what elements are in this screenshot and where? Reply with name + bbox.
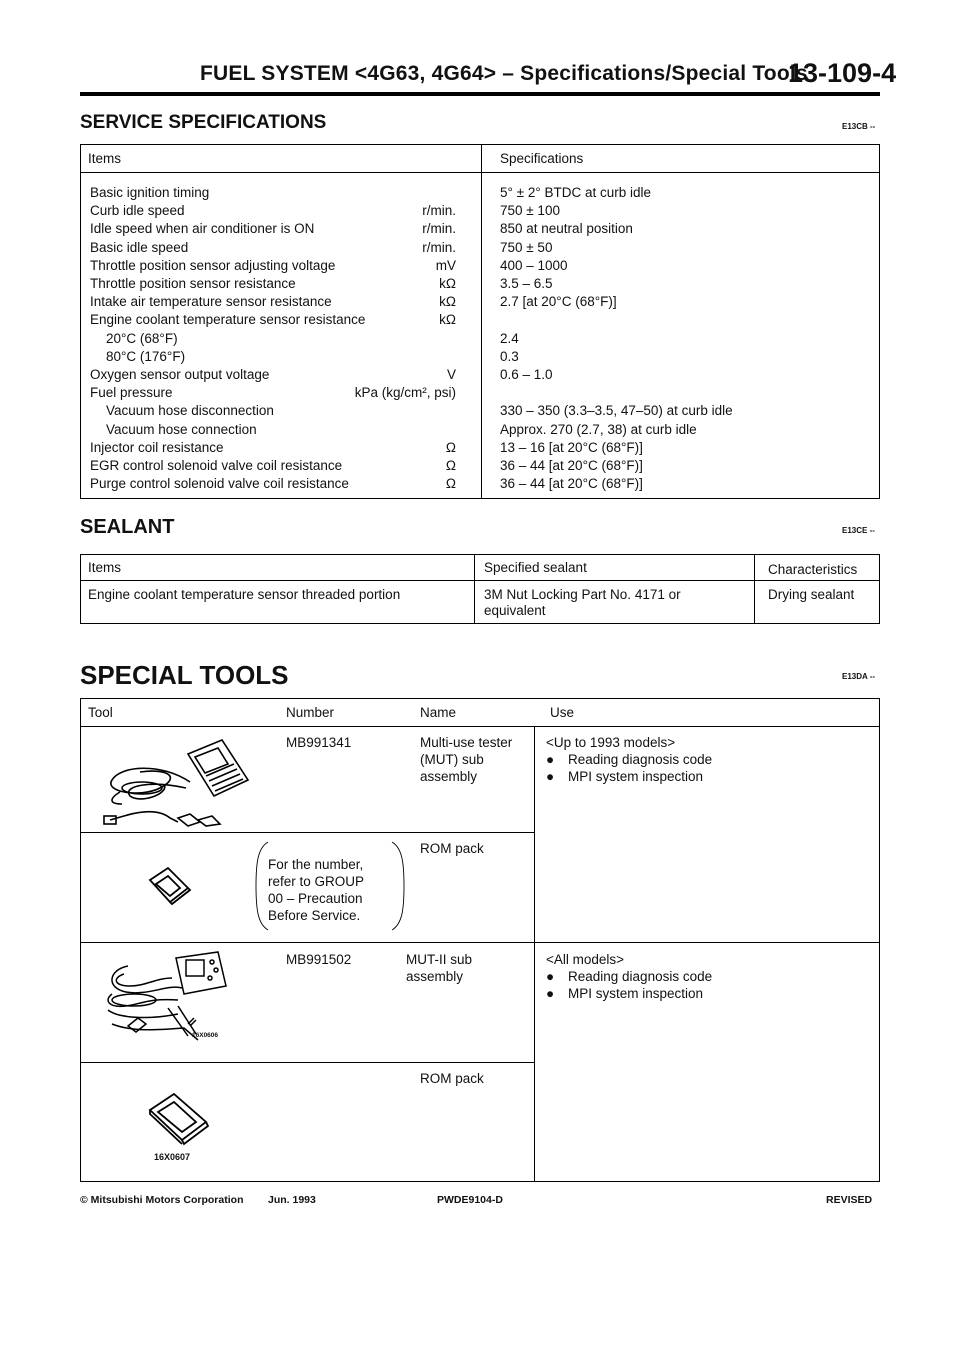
tool1-name-line3: assembly (420, 769, 478, 784)
tools-use-divider (534, 726, 535, 1182)
tool3-number: MB991502 (286, 952, 352, 967)
spec-row-unit: kΩ (439, 294, 456, 310)
spec-row-unit: V (446, 367, 456, 382)
sealant-code: E13CE -- (842, 526, 875, 535)
spec-row-item: 80°C (176°F) (106, 348, 186, 364)
mut-tester-illustration (100, 732, 260, 827)
spec-row-item: Engine coolant temperature sensor resistance (90, 312, 366, 328)
spec-row-value: 2.4 (500, 330, 519, 346)
tool1-name-line2: (MUT) sub (420, 752, 484, 767)
footer-doc-id: PWDE9104-D (437, 1194, 503, 1206)
spec-row-item: Idle speed when air conditioner is ON (90, 221, 315, 237)
spec-row-item: Throttle position sensor resistance (90, 276, 296, 291)
spec-row-item: EGR control solenoid valve coil resistance (90, 458, 343, 473)
spec-row-item: Injector coil resistance (90, 439, 224, 455)
tool2-name: ROM pack (420, 841, 484, 856)
spec-row-unit: r/min. (422, 239, 456, 255)
spec-row-unit: kΩ (439, 312, 456, 328)
col-tool: Tool (88, 705, 113, 720)
special-tools-title: SPECIAL TOOLS (80, 660, 289, 690)
mut2-sub-assembly-illustration (98, 948, 248, 1048)
tool3-use-models: <All models> (546, 952, 625, 967)
spec-row-item: Vacuum hose disconnection (106, 403, 274, 419)
sealant-divider-2 (754, 554, 755, 624)
tool3-use-bullet-2: ● (546, 986, 555, 1001)
tools-row-rule-3 (80, 1062, 534, 1063)
rom-pack-2-illustration (146, 1090, 210, 1148)
spec-row-item: Purge control solenoid valve coil resistance (90, 476, 349, 492)
sealant-characteristics: Drying sealant (768, 587, 855, 602)
tool3-use-bullet-1: ● (546, 969, 555, 984)
tool1-name-line1: Multi-use tester (420, 735, 513, 750)
sealant-divider-1 (474, 554, 475, 624)
spec-row-value: 36 – 44 [at 20°C (68°F)] (500, 458, 643, 473)
tool1-use-bullet-2: ● (546, 769, 555, 784)
tool2-note-line2: refer to GROUP (268, 874, 365, 889)
col-use: Use (550, 705, 575, 720)
tool3-use-item-1: Reading diagnosis code (568, 969, 713, 984)
sealant-header-rule (80, 580, 880, 581)
tool1-number: MB991341 (286, 735, 352, 750)
spec-row-value: 400 – 1000 (500, 257, 568, 273)
spec-row-unit: mV (435, 257, 456, 273)
tool3-use-item-2: MPI system inspection (568, 986, 704, 1001)
spec-row-item: Oxygen sensor output voltage (90, 367, 270, 382)
tool2-note-line1: For the number, (268, 857, 364, 872)
sealant-spec-line1: 3M Nut Locking Part No. 4171 or (484, 587, 681, 602)
tool3-name-line1: MUT-II sub (406, 952, 473, 967)
spec-row-value: 330 – 350 (3.3–3.5, 47–50) at curb idle (500, 403, 733, 419)
spec-row-unit: kΩ (439, 276, 456, 291)
special-tools-code: E13DA -- (842, 672, 876, 681)
spec-row-value: 750 ± 50 (500, 239, 553, 255)
spec-row-item: 20°C (68°F) (106, 330, 178, 346)
spec-row-value: 0.6 – 1.0 (500, 367, 553, 382)
sealant-spec-line2: equivalent (484, 603, 546, 618)
col-items: Items (88, 151, 122, 166)
col-name: Name (420, 705, 457, 720)
page-header-title: FUEL SYSTEM <4G63, 4G64> – Specifications/Special Tools (200, 62, 808, 85)
spec-row-item: Basic ignition timing (90, 185, 210, 200)
spec-row-unit: Ω (445, 439, 456, 455)
tools-row-rule-1 (80, 832, 534, 833)
page-number: 13-109-4 (788, 58, 897, 88)
spec-row-item: Basic idle speed (90, 239, 189, 255)
spec-row-value: 5° ± 2° BTDC at curb idle (500, 185, 652, 200)
spec-row-value: 3.5 – 6.5 (500, 276, 553, 291)
tool2-note-line3: 00 – Precaution (268, 891, 363, 906)
header-rule (80, 92, 880, 96)
spec-row-item: Throttle position sensor adjusting voltage (90, 257, 336, 273)
spec-row-value: 13 – 16 [at 20°C (68°F)] (500, 439, 643, 455)
spec-row-item: Fuel pressure (90, 385, 173, 401)
tool1-use-bullet-1: ● (546, 752, 555, 767)
sealant-title: SEALANT (80, 516, 175, 538)
spec-row-value: 36 – 44 [at 20°C (68°F)] (500, 476, 643, 492)
spec-row-item: Curb idle speed (90, 203, 185, 219)
spec-row-unit: Ω (445, 476, 456, 492)
spec-row-unit: Ω (445, 458, 456, 473)
tool3-name-line2: assembly (406, 969, 464, 984)
sealant-item: Engine coolant temperature sensor threaded portion (88, 587, 401, 602)
sealant-col-items: Items (88, 560, 122, 575)
spec-row-value: 0.3 (500, 348, 519, 364)
col-number: Number (286, 705, 335, 720)
spec-row-value: 2.7 [at 20°C (68°F)] (500, 294, 617, 310)
tools-row-rule-2 (80, 942, 880, 943)
spec-row-unit: r/min. (422, 203, 456, 219)
sealant-col-characteristics: Characteristics (768, 562, 858, 577)
tool1-use-item-2: MPI system inspection (568, 769, 704, 784)
footer-date: Jun. 1993 (268, 1194, 316, 1206)
sealant-col-specified: Specified sealant (484, 560, 587, 575)
spec-row-item: Vacuum hose connection (106, 421, 257, 437)
tool2-note-line4: Before Service. (268, 908, 361, 923)
tool1-use-models: <Up to 1993 models> (546, 735, 676, 750)
spec-row-unit: r/min. (422, 221, 456, 237)
service-specs-code: E13CB -- (842, 122, 876, 131)
tool4-image-code: 16X0607 (154, 1152, 191, 1162)
service-specs-header-rule (80, 172, 880, 173)
tool4-name: ROM pack (420, 1071, 484, 1086)
service-specs-divider (481, 144, 482, 499)
spec-row-unit: kPa (kg/cm², psi) (354, 385, 456, 401)
spec-row-value: 750 ± 100 (500, 203, 560, 219)
service-specs-title: SERVICE SPECIFICATIONS (80, 112, 327, 133)
footer-status: REVISED (826, 1194, 873, 1206)
tool3-image-code: 16X0606 (192, 1032, 219, 1039)
footer-copyright: © Mitsubishi Motors Corporation (80, 1194, 244, 1206)
rom-pack-illustration (146, 866, 192, 906)
spec-row-value: Approx. 270 (2.7, 38) at curb idle (500, 421, 697, 437)
tool1-use-item-1: Reading diagnosis code (568, 752, 713, 767)
spec-row-value: 850 at neutral position (500, 221, 633, 237)
spec-row-item: Intake air temperature sensor resistance (90, 294, 332, 310)
tools-header-rule (80, 726, 880, 727)
col-specifications: Specifications (500, 151, 584, 166)
